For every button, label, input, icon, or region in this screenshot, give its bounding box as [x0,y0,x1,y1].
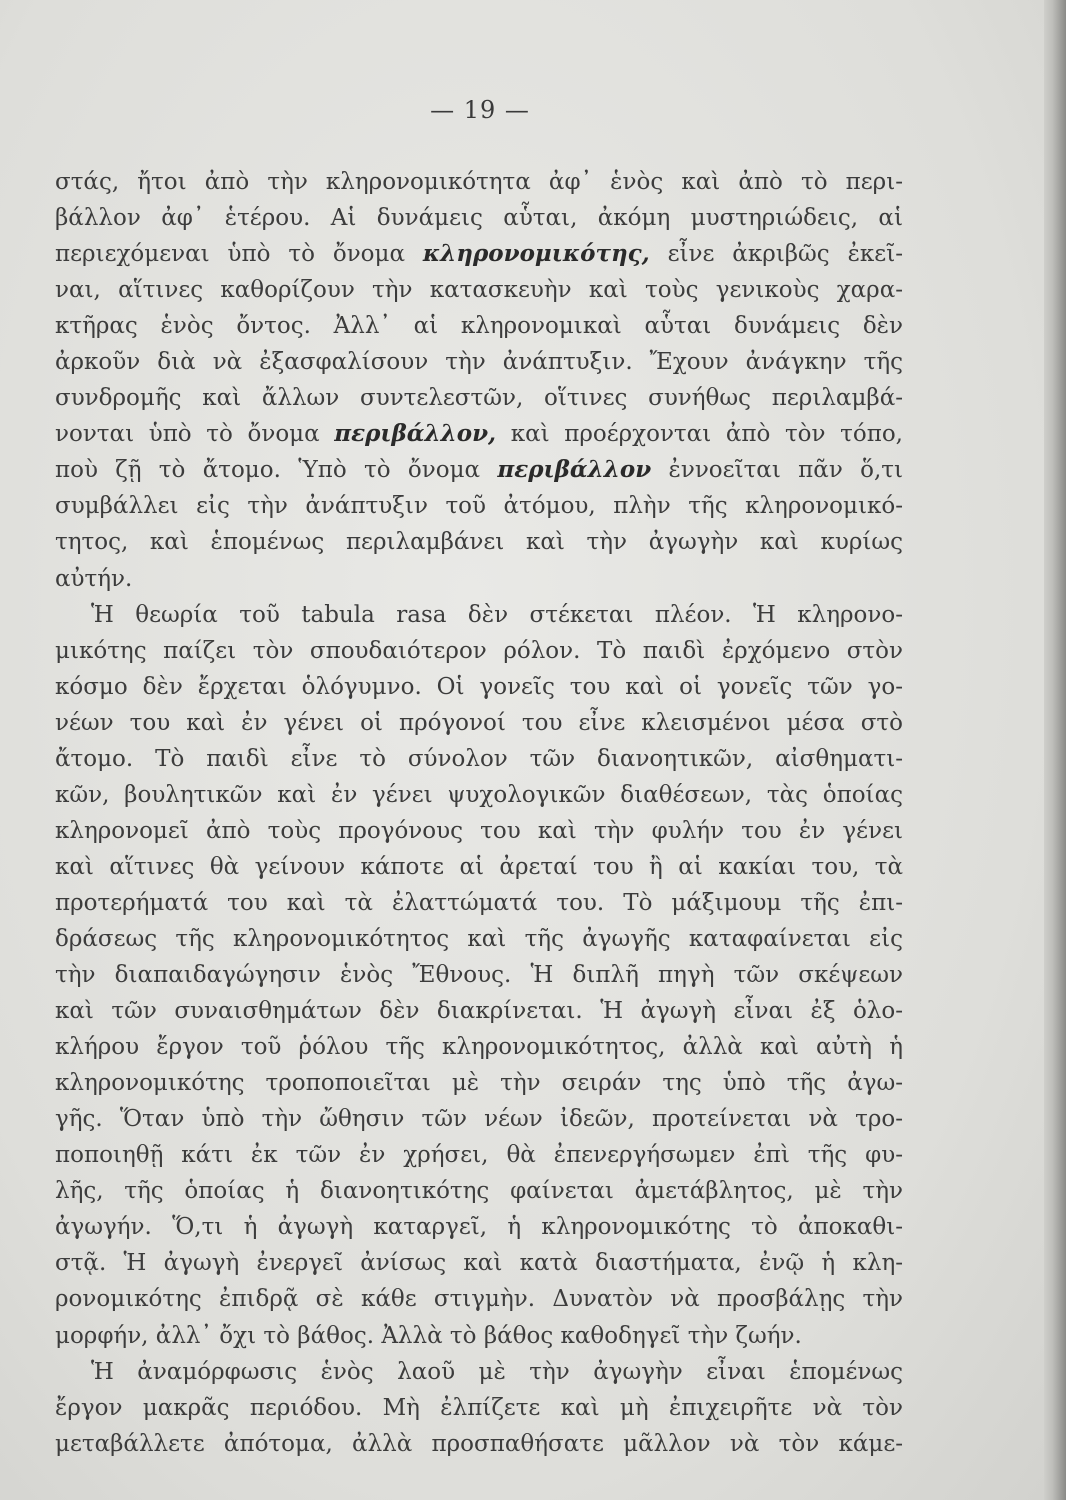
text-line: μεταβάλλετε ἀπότομα, ἀλλὰ προσπαθήσατε μᾶλλον νὰ τὸν κάμε- [55,1430,903,1457]
text-line: τὴν διαπαιδαγώγησιν ἑνὸς Ἔθνους. Ἡ διπλῆ πηγὴ τῶν σκέψεων [55,962,903,989]
text-line: καὶ τῶν συναισθημάτων δὲν διακρίνεται. Ἡ ἀγωγὴ εἶναι ἐξ ὁλο- [55,998,903,1025]
text-line: κληρονομικότης τροποποιεῖται μὲ τὴν σειράν της ὑπὸ τῆς ἀγω- [55,1070,903,1097]
body-text [55,164,903,1462]
text-line: αὐτήν. [55,565,133,592]
text-segment: νονται ὑπὸ τὸ ὄνομα [55,421,335,448]
text-line: Ἡ θεωρία τοῦ tabula rasa δὲν στέκεται πλέον. Ἡ κληρονο- [91,601,903,628]
text-line: κτῆρας ἑνὸς ὄντος. Ἀλλ᾽ αἱ κληρονομικαὶ αὗται δυνάμεις δὲν [55,313,903,340]
text-line: προτερήματά του καὶ τὰ ἐλαττώματά του. Τὸ μάξιμουμ τῆς ἐπι- [55,889,903,916]
text-line: κλήρου ἔργον τοῦ ῥόλου τῆς κληρονομικότητος, ἀλλὰ καὶ αὐτὴ ἡ [55,1034,903,1061]
text-segment: ποὺ ζῇ τὸ ἄτομο. Ὑπὸ τὸ ὄνομα [55,457,498,484]
text-line: ναι, αἵτινες καθορίζουν τὴν κατασκευὴν καὶ τοὺς γενικοὺς χαρα- [55,277,903,304]
page-number: — 19 — [430,96,530,124]
text-line: κόσμο δὲν ἔρχεται ὁλόγυμνο. Οἱ γονεῖς του καὶ οἱ γονεῖς τῶν γο- [55,673,903,700]
text-segment: εἶνε ἀκριβῶς ἐκεῖ- [649,241,903,268]
text-line: τητος, καὶ ἑπομένως περιλαμβάνει καὶ τὴν ἀγωγὴν καὶ κυρίως [55,529,903,556]
text-line: βάλλον ἀφ᾽ ἑτέρου. Αἱ δυνάμεις αὗται, ἀκόμη μυστηριώδεις, αἱ [55,205,903,232]
text-line: γῆς. Ὅταν ὑπὸ τὴν ὤθησιν τῶν νέων ἰδεῶν, προτείνεται νὰ τρο- [55,1106,903,1133]
text-segment: καὶ προέρχονται ἀπὸ τὸν τόπο, [496,421,903,448]
text-line: ἀγωγήν. Ὅ,τι ἡ ἀγωγὴ καταργεῖ, ἡ κληρονομικότης τὸ ἀποκαθι- [55,1214,903,1241]
text-line: δράσεως τῆς κληρονομικότητος καὶ τῆς ἀγωγῆς καταφαίνεται εἰς [55,925,903,952]
text-line [55,236,903,272]
text-line [55,452,903,488]
text-line [55,416,903,452]
text-line: στάς, ἤτοι ἀπὸ τὴν κληρονομικότητα ἀφ᾽ ἑνὸς καὶ ἀπὸ τὸ περι- [55,169,903,195]
text-line: καὶ αἵτινες θὰ γείνουν κάποτε αἱ ἀρεταί του ἢ αἱ κακίαι του, τὰ [55,853,903,880]
text-line: ρονομικότης ἐπιδρᾷ σὲ κάθε στιγμὴν. Δυνατὸν νὰ προσβάλῃς τὴν [55,1286,903,1313]
text-line: ποποιηθῇ κάτι ἐκ τῶν ἐν χρήσει, θὰ ἐπενεργήσωμεν ἐπὶ τῆς φυ- [55,1142,903,1169]
text-line: συμβάλλει εἰς τὴν ἀνάπτυξιν τοῦ ἀτόμου, πλὴν τῆς κληρονομικό- [55,493,903,520]
text-line: Ἡ ἀναμόρφωσις ἑνὸς λαοῦ μὲ τὴν ἀγωγὴν εἶναι ἑπομένως [91,1358,903,1385]
emphasized-term: περιβάλλον, [334,420,497,448]
text-line: λῆς, τῆς ὁποίας ἡ διανοητικότης φαίνεται ἀμετάβλητος, μὲ τὴν [55,1178,903,1205]
text-line: μικότης παίζει τὸν σπουδαιότερον ρόλον. Τὸ παιδὶ ἐρχόμενο στὸν [55,637,903,664]
text-line: μορφήν, ἀλλ᾽ ὄχι τὸ βάθος. Ἀλλὰ τὸ βάθος καθοδηγεῖ τὴν ζωήν. [55,1322,802,1349]
text-line: ἔργον μακρᾶς περιόδου. Μὴ ἐλπίζετε καὶ μὴ ἐπιχειρῆτε νὰ τὸν [55,1394,903,1421]
text-segment: περιεχόμεναι ὑπὸ τὸ ὄνομα [55,241,423,268]
text-segment: ἐννοεῖται πᾶν ὅ,τι [651,457,903,484]
emphasized-term: κληρονομικότης, [422,240,650,268]
text-line: ἀρκοῦν διὰ νὰ ἐξασφαλίσουν τὴν ἀνάπτυξιν. Ἔχουν ἀνάγκην τῆς [55,349,903,376]
text-line: κῶν, βουλητικῶν καὶ ἐν γένει ψυχολογικῶν διαθέσεων, τὰς ὁποίας [55,781,903,808]
text-line: στᾷ. Ἡ ἀγωγὴ ἐνεργεῖ ἀνίσως καὶ κατὰ διαστήματα, ἐνῷ ἡ κλη- [55,1250,903,1277]
page-gutter-shadow [1044,0,1066,1500]
text-line: ἄτομο. Τὸ παιδὶ εἶνε τὸ σύνολον τῶν διανοητικῶν, αἰσθηματι- [55,745,903,772]
text-line: συνδρομῆς καὶ ἄλλων συντελεστῶν, οἵτινες συνήθως περιλαμβά- [55,385,903,412]
text-line: νέων του καὶ ἐν γένει οἱ πρόγονοί του εἶνε κλεισμένοι μέσα στὸ [55,709,903,736]
emphasized-term: περιβάλλον [497,456,652,484]
text-line: κληρονομεῖ ἀπὸ τοὺς προγόνους του καὶ τὴν φυλήν του ἐν γένει [55,817,903,844]
